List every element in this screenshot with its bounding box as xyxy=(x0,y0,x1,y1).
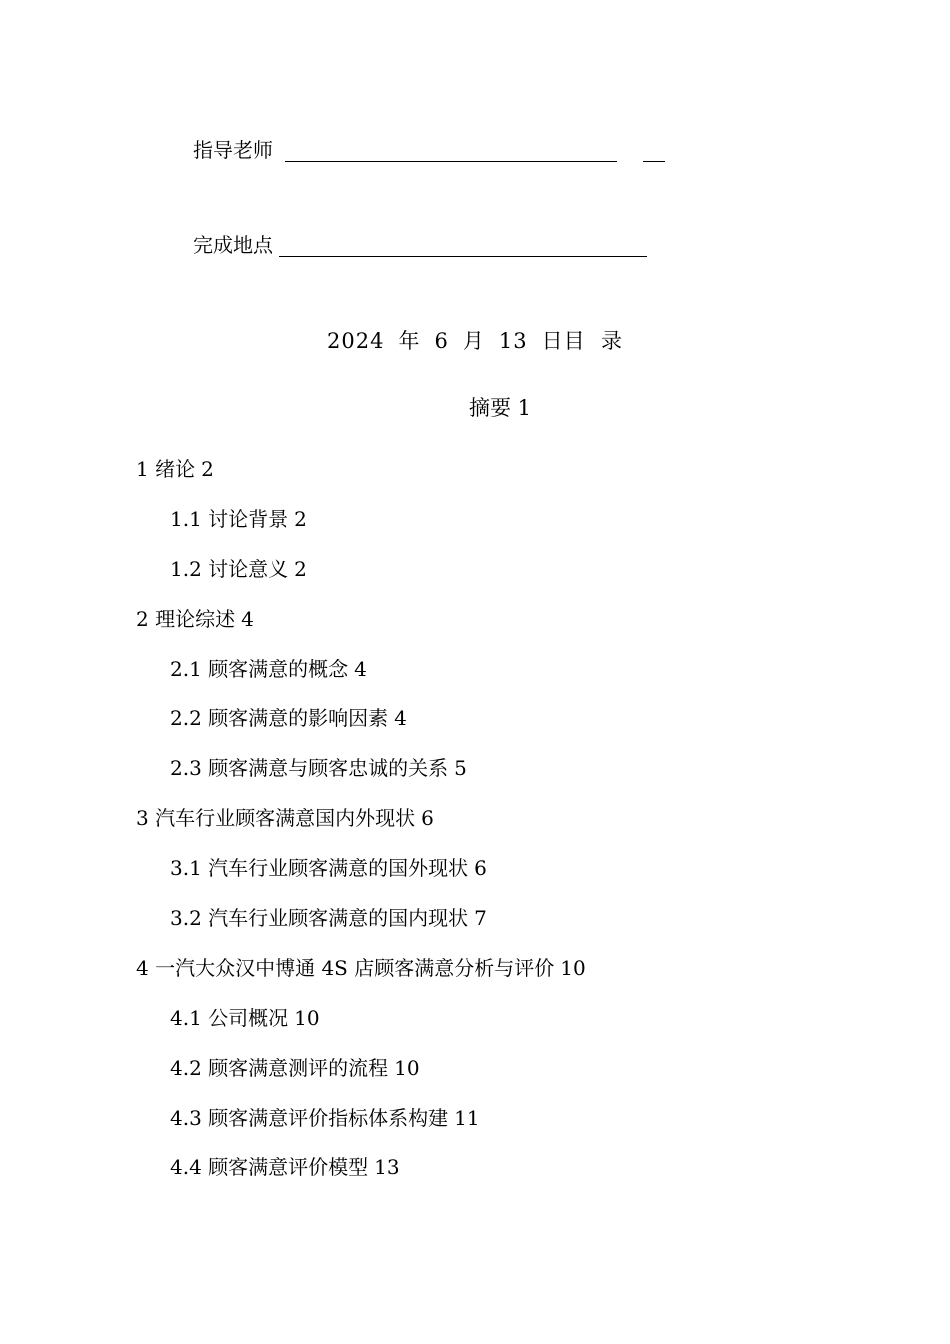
toc-entry-title: 4 一汽大众汉中博通 4S 店顾客满意分析与评价 xyxy=(136,955,555,980)
toc-entry xyxy=(0,704,950,754)
toc-entry-title: 1.2 讨论意义 xyxy=(170,556,289,581)
toc-entry-title: 4.2 顾客满意测评的流程 xyxy=(170,1055,389,1080)
toc-entry-title: 3 汽车行业顾客满意国内外现状 xyxy=(136,806,416,831)
toc-entry xyxy=(0,1104,950,1154)
toc-entry xyxy=(0,555,950,605)
toc-entry-page: 4 xyxy=(241,606,254,631)
toc-entry-title: 4.3 顾客满意评价指标体系构建 xyxy=(170,1105,449,1130)
table-of-contents xyxy=(0,455,950,1203)
toc-entry-page: 2 xyxy=(294,556,307,581)
toc-entry-title: 2.2 顾客满意的影响因素 xyxy=(170,706,389,731)
advisor-blank-line-3 xyxy=(643,141,665,162)
toc-entry-title: 2.3 顾客满意与顾客忠诚的关系 xyxy=(170,756,449,781)
toc-entry xyxy=(0,455,950,505)
location-blank-line-2 xyxy=(613,236,647,257)
date-day: 13 xyxy=(498,329,528,353)
toc-entry xyxy=(0,655,950,705)
toc-entry-page: 13 xyxy=(374,1155,400,1180)
toc-entry-page: 7 xyxy=(474,906,487,931)
location-blank-line xyxy=(279,236,613,257)
toc-entry-title: 2 理论综述 xyxy=(136,606,236,631)
advisor-blank-line xyxy=(285,141,573,162)
toc-entry-page: 2 xyxy=(201,457,214,481)
toc-entry-title: 3.2 汽车行业顾客满意的国内现状 xyxy=(170,906,469,931)
advisor-field xyxy=(193,138,665,162)
toc-entry-title: 1 绪论 xyxy=(136,457,196,481)
toc-entry xyxy=(0,754,950,804)
toc-entry-page: 10 xyxy=(560,955,586,980)
toc-entry xyxy=(0,954,950,1004)
date-month-unit: 月 xyxy=(462,329,485,353)
date-year: 2024 xyxy=(327,329,385,353)
toc-entry-page: 6 xyxy=(421,806,434,831)
location-field xyxy=(193,233,647,257)
toc-entry xyxy=(0,605,950,655)
location-label: 完成地点 xyxy=(193,233,273,257)
toc-entry xyxy=(0,1004,950,1054)
date-month: 6 xyxy=(434,329,449,353)
toc-entry xyxy=(0,854,950,904)
toc-entry-page: 4 xyxy=(354,656,367,681)
toc-entry xyxy=(0,904,950,954)
toc-entry-title: 2.1 顾客满意的概念 xyxy=(170,656,349,681)
toc-entry-title: 1.1 讨论背景 xyxy=(170,506,289,531)
advisor-blank-line-2 xyxy=(573,141,617,162)
toc-entry-title: 4.1 公司概况 xyxy=(170,1005,289,1030)
abstract-page: 1 xyxy=(517,396,532,420)
date-day-unit: 日 xyxy=(541,329,564,353)
toc-entry-page: 10 xyxy=(394,1055,420,1080)
date-year-unit: 年 xyxy=(398,329,421,353)
toc-abstract-entry xyxy=(0,392,950,422)
toc-entry xyxy=(0,505,950,555)
toc-entry-title: 4.4 顾客满意评价模型 xyxy=(170,1155,369,1180)
toc-entry-page: 11 xyxy=(454,1105,480,1130)
toc-entry-title: 3.1 汽车行业顾客满意的国外现状 xyxy=(170,856,469,881)
toc-entry-page: 2 xyxy=(294,506,307,531)
toc-entry xyxy=(0,1054,950,1104)
toc-title: 目 录 xyxy=(563,329,623,353)
toc-entry-page: 5 xyxy=(454,756,467,781)
date-and-toc-title xyxy=(0,325,950,355)
advisor-label: 指导老师 xyxy=(193,138,273,162)
toc-entry-page: 6 xyxy=(474,856,487,881)
abstract-title: 摘要 xyxy=(468,396,511,420)
toc-entry xyxy=(0,1153,950,1203)
toc-entry xyxy=(0,804,950,854)
toc-entry-page: 4 xyxy=(394,706,407,731)
toc-entry-page: 10 xyxy=(294,1005,320,1030)
